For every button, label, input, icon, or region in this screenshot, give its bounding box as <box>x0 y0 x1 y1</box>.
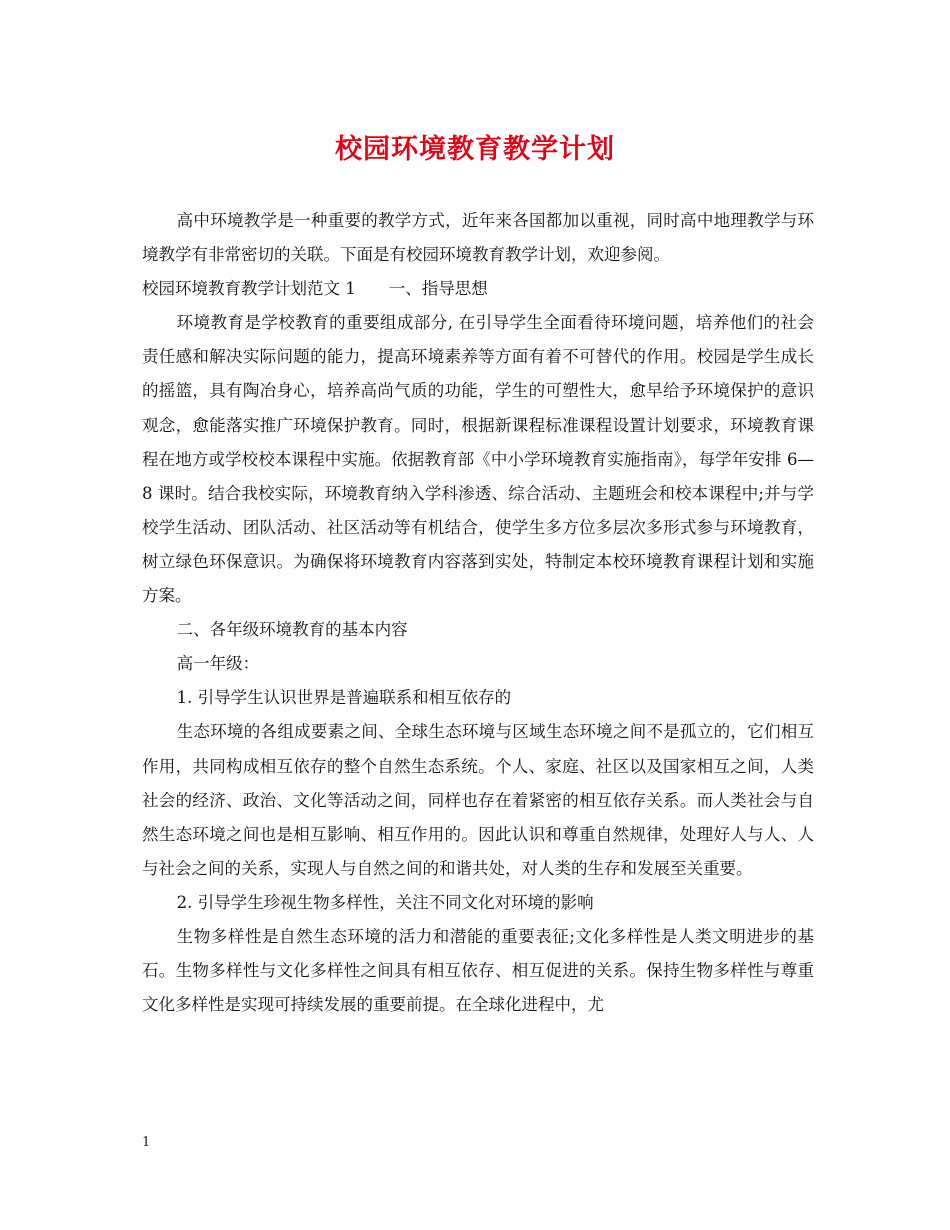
sample-heading: 校园环境教育教学计划范文 1 一、指导思想 <box>142 279 488 299</box>
item1-heading: 1. 引导学生认识世界是普遍联系和相互依存的 <box>176 688 512 708</box>
page-number: 1 <box>142 1135 151 1150</box>
guiding-paragraph: 环境教育是学校教育的重要组成部分, 在引导学生全面看待环境问题，培养他们的社会责任感和解决实际问题的能力，提高环境素养等方面有着不可替代的作用。校园是学生成长的摇篮，具有陶冶身心，培养高尚气质的功能，学生的可塑性大，愈早给予环境保护的意识观念，愈能落实推广环境保护教育。同时，根据新课程标准课程设置计划要求，环境教育课程在地方或学校校本课程中实施。依据教育部《中小学环境教育实施指南》，每学年安排 6—8 课时。结合我校实际，环境教育纳入学科渗透、综合活动、主题班会和校本课程中;并与学校学生活动、团队活动、社区活动等有机结合，使学生多方位多层次多形式参与环境教育，树立绿色环保意识。为确保将环境教育内容落到实处，特制定本校环境教育课程计划和实施方案。 <box>142 313 814 606</box>
intro-paragraph: 高中环境教学是一种重要的教学方式，近年来各国都加以重视，同时高中地理教学与环境教学有非常密切的关联。下面是有校园环境教育教学计划，欢迎参阅。 <box>142 211 814 265</box>
grade1-heading: 高一年级： <box>176 654 260 674</box>
item2-paragraph: 生物多样性是自然生态环境的活力和潜能的重要表征;文化多样性是人类文明进步的基石。生物多样性与文化多样性之间具有相互依存、相互促进的关系。保持生物多样性与尊重文化多样性是实现可持续发展的重要前提。在全球化进程中，尤 <box>142 926 814 1015</box>
section2-heading: 二、各年级环境教育的基本内容 <box>176 620 408 640</box>
document-title: 校园环境教育教学计划 <box>335 134 615 165</box>
document-body <box>142 204 814 1022</box>
item2-heading: 2. 引导学生珍视生物多样性，关注不同文化对环境的影响 <box>176 892 594 912</box>
item1-paragraph: 生态环境的各组成要素之间、全球生态环境与区域生态环境之间不是孤立的，它们相互作用，共同构成相互依存的整个自然生态系统。个人、家庭、社区以及国家相互之间，人类社会的经济、政治、文化等活动之间，同样也存在着紧密的相互依存关系。而人类社会与自然生态环境之间也是相互影响、相互作用的。因此认识和尊重自然规律，处理好人与人、人与社会之间的关系，实现人与自然之间的和谐共处，对人类的生存和发展至关重要。 <box>142 722 814 878</box>
